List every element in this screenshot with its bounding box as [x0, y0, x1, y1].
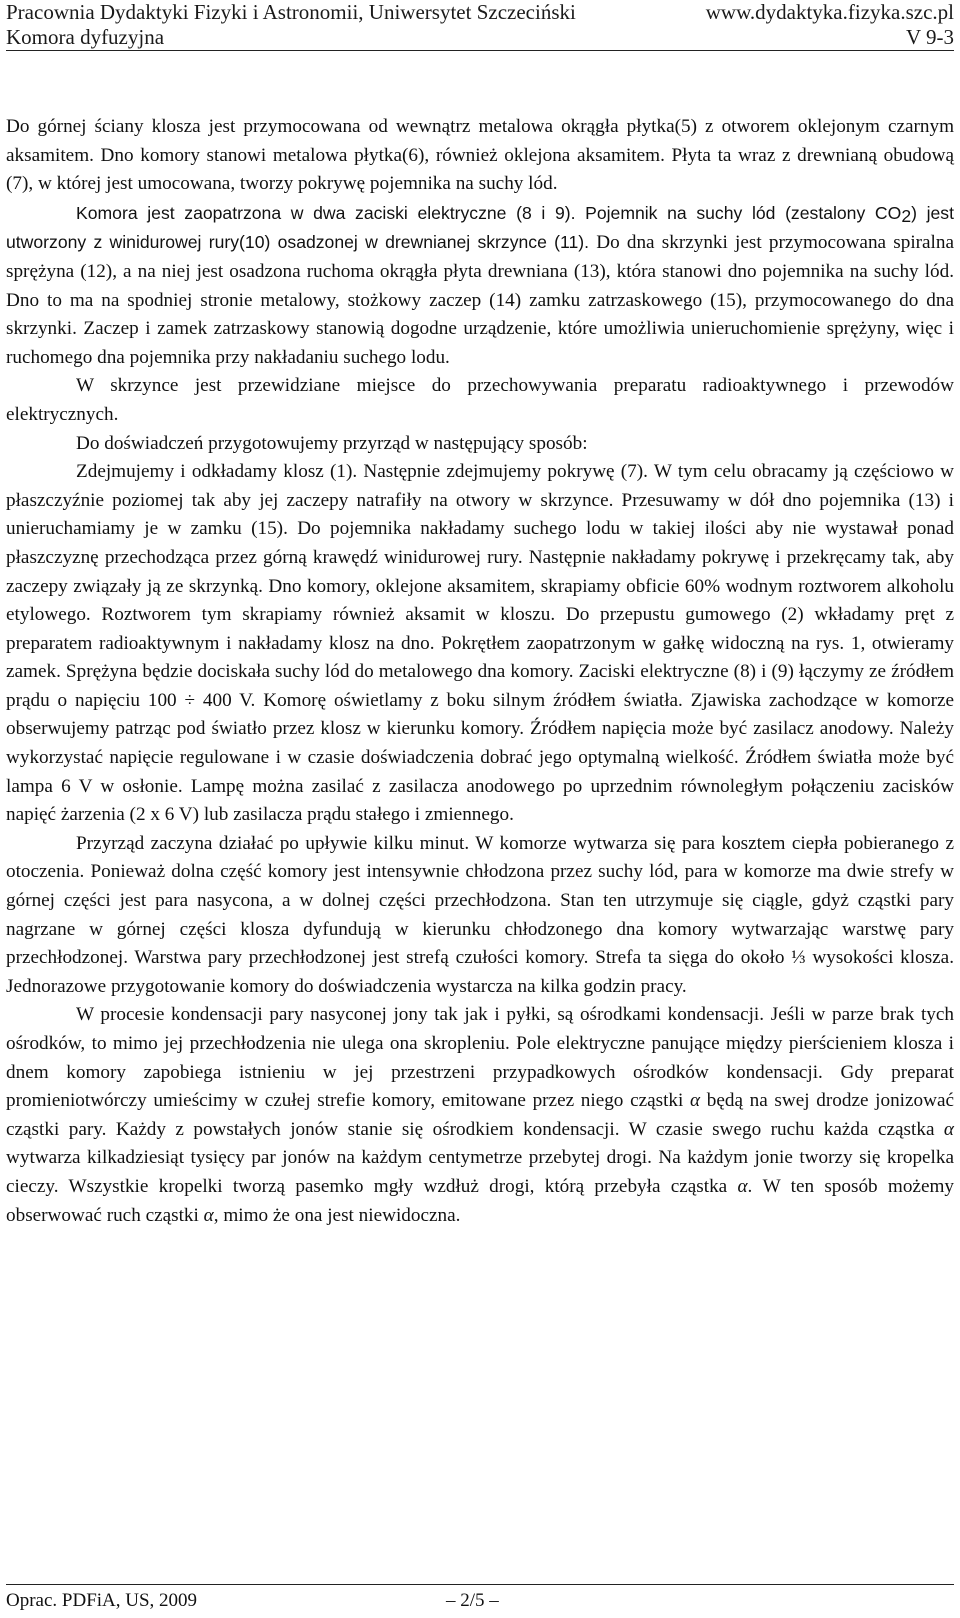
- paragraph-1: Do górnej ściany klosza jest przymocowana od wewnątrz metalowa okrągła płytka(5) z otworem oklejonym czarnym aksamitem. Dno komory stanowi metalowa płytka(6), również oklejona aksamitem. Płyta ta wraz z drewnianą obudową (7), w której jest umocowana, tworzy pokrywę pojemnika na suchy lód.: [6, 116, 954, 195]
- paragraph-7-b: będą na swej drodze jonizować cząstki pary. Każdy z powstałych jonów stanie się ośrodkiem kondensacji. W czasie swego ruchu każda cząstka: [6, 1090, 954, 1140]
- paragraph-2-sans-rest: ) jest utworzony z winidurowej rury(10) osadzonej w drewnianej skrzynce (11).: [6, 202, 954, 253]
- header-website: www.dydaktyka.fizyka.szc.pl: [705, 0, 954, 24]
- alpha-symbol: α: [690, 1090, 701, 1112]
- paragraph-7: [6, 1001, 954, 1230]
- header-row-bottom: [6, 25, 954, 50]
- header-topic: Komora dyfuzyjna: [6, 25, 165, 49]
- header-row-top: [6, 0, 954, 25]
- paragraph-7-c: wytwarza kilkadziesiąt tysięcy par jonów na każdym centymetrze przebytej drogi. Na każdym jonie tworzy się kropelka cieczy. Wszystkie kropelki tworzą pasemko mgły wzdłuż drogi, którą przebyła cząstka: [6, 1147, 954, 1197]
- paragraph-2-serif: Do dna skrzynki jest przymocowana spiralna sprężyna (12), a na niej jest osadzona ruchoma okrągła płyta drewniana (13), która stanowi dno pojemnika na suchy lód. Dno to ma na spodniej stronie metalowy, stożkowy zaczep (14) zamku zatrzaskowego (15), przymocowanego do dna skrzynki. Zaczep i zamek zatrzaskowy stanowią dogodne urządzenie, które umożliwia unieruchomienie sprężyny, więc i ruchomego dna pojemnika przy nakładaniu suchego lodu.: [6, 232, 954, 368]
- alpha-symbol: α: [203, 1204, 214, 1226]
- co2-subscript: 2: [901, 205, 912, 226]
- page-number: – 2/5 –: [446, 1590, 499, 1611]
- alpha-symbol: α: [943, 1118, 954, 1140]
- page-footer: [6, 1584, 954, 1618]
- paragraph-2-sans: Komora jest zaopatrzona w dwa zaciski elektryczne (8 i 9). Pojemnik na suchy lód (zestalony CO: [76, 202, 902, 223]
- paragraph-7-a: W procesie kondensacji pary nasyconej jony tak jak i pyłki, są ośrodkami kondensacji. Jeśli w parze brak tych ośrodków, to mimo jej przechłodzenia nie ulega ona skropleniu. Pole elektryczne panujące między pierścieniem klosza i dnem komory zapobiega istnieniu w jej przestrzeni przypadkowych ośrodków kondensacji. Gdy preparat promieniotwórczy umieścimy w czułej strefie komory, emitowane przez niego cząstki: [6, 1004, 954, 1112]
- paragraph-4: Do doświadczeń przygotowujemy przyrząd w następujący sposób:: [76, 432, 588, 454]
- paragraph-2: [6, 199, 954, 373]
- paragraph-7-d: . W ten sposób możemy obserwować ruch cząstki: [6, 1175, 954, 1226]
- alpha-symbol: α: [737, 1175, 748, 1197]
- paragraph-3: W skrzynce jest przewidziane miejsce do przechowywania preparatu radioaktywnego i przewodów elektrycznych.: [6, 375, 954, 425]
- paragraph-6: Przyrząd zaczyna działać po upływie kilku minut. W komorze wytwarza się para kosztem ciepła pobieranego z otoczenia. Ponieważ dolna część komory jest intensywnie chłodzona przez suchy lód, para w komorze ma dwie strefy w górnej części jest para nasycona, a w dolnej części przechłodzona. Stan ten utrzymuje się ciągle, gdyż cząstki pary nagrzane w górnej części klosza dyfundują w kierunku chłodzonego dna komory wytwarzając warstwę pary przechłodzonej. Warstwa pary przechłodzonej jest strefą czułości komory. Strefa ta sięga do około ⅓ wysokości klosza. Jednorazowe przygotowanie komory do doświadczenia wystarcza na kilka godzin pracy.: [6, 832, 954, 997]
- paragraph-5: Zdejmujemy i odkładamy klosz (1). Następnie zdejmujemy pokrywę (7). W tym celu obracamy ją częściowo w płaszczyźnie poziomej tak aby jej zaczepy natrafiły na otwory w skrzynce. Przesuwamy w dół dno pojemnika (13) i unieruchamiamy je w zamku (15). Do pojemnika nakładamy suchego lodu w takiej ilości aby nie wystawał ponad płaszczyznę przechodząca przez górną krawędź winidurowej rury. Następnie nakładamy pokrywę i przekręcamy tak, aby zaczepy związały ją ze skrzynką. Dno komory, oklejone aksamitem, skrapiamy obficie 60% wodnym roztworem alkoholu etylowego. Roztworem tym skrapiamy również aksamit w kloszu. Do przepustu gumowego (2) wkładamy pręt z preparatem radioaktywnym i nakładamy klosz na dno. Pokrętłem zaopatrzonym w gałkę widoczną na rys. 1, otwieramy zamek. Sprężyna będzie dociskała suchy lód do metalowego dna komory. Zaciski elektryczne (8) i (9) łączymy ze źródłem prądu o napięciu 100 ÷ 400 V. Komorę oświetlamy z boku silnym źródłem światła. Zjawiska zachodzące w komorze obserwujemy patrząc pod światło przez klosz w kierunku komory. Źródłem napięcia może być zasilacz anodowy. Należy wykorzystać napięcie regulowane i w czasie doświadczenia dobrać jego optymalną wielkość. Źródłem światła może być lampa 6 V w osłonie. Lampę można zasilać z zasilacza anodowego po uprzednim równoległym połączeniu zacisków napięć żarzenia (2 x 6 V) lub zasilacza prądu stałego i zmiennego.: [6, 461, 954, 826]
- body-text: [6, 113, 954, 1230]
- page-header: [6, 0, 954, 51]
- footer-credit: Oprac. PDFiA, US, 2009: [6, 1590, 198, 1611]
- header-institution: Pracownia Dydaktyki Fizyki i Astronomii, Uniwersytet Szczeciński: [6, 0, 576, 24]
- paragraph-7-e: , mimo że ona jest niewidoczna.: [213, 1204, 461, 1226]
- footer-row: [6, 1585, 954, 1615]
- header-code: V 9-3: [905, 25, 954, 49]
